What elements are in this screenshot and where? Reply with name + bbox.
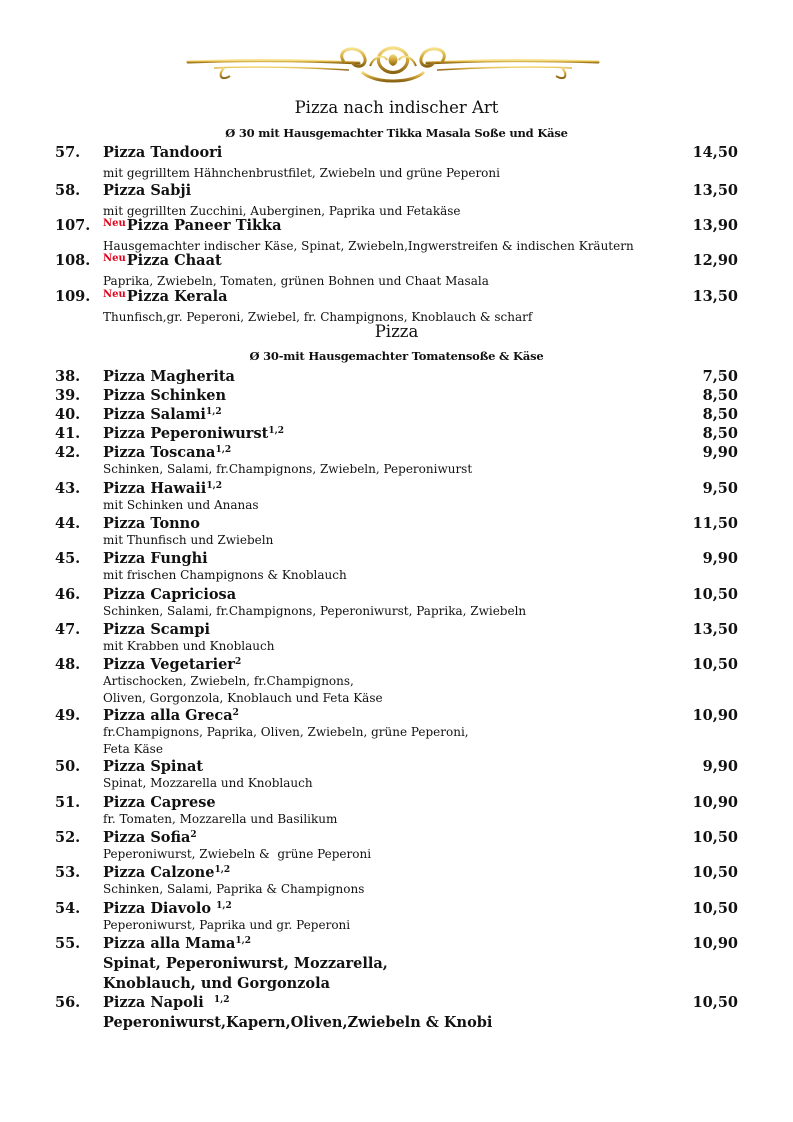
allergen-footnote: 2 [232, 708, 239, 718]
item-name [103, 707, 239, 724]
item-name [103, 144, 222, 161]
item-name [103, 425, 284, 442]
section-title: Pizza [374, 322, 419, 341]
item-price: 14,50 [692, 144, 738, 161]
allergen-footnote: 1,2 [216, 901, 232, 911]
item-name [103, 515, 200, 532]
item-number: 51. [55, 794, 81, 811]
item-name-text: Pizza Sabji [103, 182, 192, 199]
item-price: 10,90 [692, 935, 738, 952]
item-price: 10,50 [692, 900, 738, 917]
item-price: 10,90 [692, 707, 738, 724]
item-name-text: Pizza Funghi [103, 550, 208, 567]
item-number: 107. [55, 217, 91, 234]
item-name [103, 480, 222, 497]
item-name-text: Pizza Toscana [103, 444, 216, 461]
item-description: mit Schinken und Ananas [103, 498, 259, 512]
item-name [103, 182, 191, 199]
gold-scroll-ornament-icon [184, 42, 602, 88]
item-description: Hausgemachter indischer Käse, Spinat, Zwiebeln,Ingwerstreifen & indischen Kräutern [103, 239, 634, 253]
allergen-footnote: 1,2 [268, 426, 284, 436]
new-badge: Neu [103, 253, 126, 264]
item-price: 10,50 [692, 656, 738, 673]
item-description: Feta Käse [103, 741, 163, 756]
item-name-text: Pizza alla Greca [103, 707, 233, 724]
item-price: 10,50 [692, 829, 738, 846]
item-name-text: Pizza Scampi [103, 621, 211, 638]
item-name-text: Pizza alla Mama [103, 935, 236, 952]
item-price: 8,50 [702, 425, 738, 442]
item-description: Knoblauch, und Gorgonzola [103, 975, 330, 992]
item-description: Schinken, Salami, fr.Champignons, Peperoniwurst, Paprika, Zwiebeln [103, 604, 527, 618]
allergen-footnote: 2 [190, 830, 197, 840]
item-name [103, 586, 236, 603]
item-number: 41. [55, 425, 81, 442]
section-title: Pizza nach indischer Art [294, 98, 499, 117]
item-number: 45. [55, 550, 81, 567]
allergen-footnote: 1,2 [235, 936, 252, 946]
item-number: 43. [55, 480, 81, 497]
item-description: Schinken, Salami, fr.Champignons, Zwiebeln, Peperoniwurst [103, 462, 473, 476]
item-price: 13,50 [692, 621, 738, 638]
new-badge: Neu [103, 289, 126, 300]
section-subtitle: Ø 30-mit Hausgemachter Tomatensoße & Käse [249, 349, 544, 363]
item-name [103, 900, 232, 917]
item-name-text: Pizza Tandoori [103, 144, 223, 161]
new-badge: Neu [103, 218, 126, 229]
allergen-footnote: 1,2 [206, 481, 222, 491]
allergen-footnote: 1,2 [213, 995, 230, 1005]
item-name-text: Pizza Schinken [103, 387, 227, 404]
item-name [103, 656, 241, 673]
item-price: 7,50 [702, 368, 738, 385]
allergen-footnote: 1,2 [214, 865, 231, 875]
item-number: 57. [55, 144, 81, 161]
item-name [103, 935, 251, 952]
allergen-footnote: 1,2 [215, 445, 232, 455]
item-name-text: Pizza Hawaii [103, 480, 207, 497]
section-subtitle: Ø 30 mit Hausgemachter Tikka Masala Soße und Käse [225, 126, 568, 140]
item-name-text: Pizza Capriciosa [103, 586, 237, 603]
item-name-text: Pizza Kerala [126, 288, 228, 305]
item-name [103, 387, 226, 404]
item-description: Peperoniwurst,Kapern,Oliven,Zwiebeln & Knobi [103, 1014, 493, 1031]
item-number: 47. [55, 621, 81, 638]
item-description: Spinat, Peperoniwurst, Mozzarella, [103, 955, 388, 972]
item-name [103, 368, 235, 385]
item-number: 39. [55, 387, 81, 404]
item-description: Artischocken, Zwiebeln, fr.Champignons, [103, 674, 354, 688]
item-number: 42. [55, 444, 81, 461]
item-description: mit gegrillten Zucchini, Auberginen, Paprika und Fetakäse [103, 204, 461, 218]
item-price: 10,50 [692, 586, 738, 603]
item-number: 53. [55, 864, 81, 881]
item-number: 48. [55, 656, 81, 673]
item-number: 40. [55, 406, 81, 423]
item-number: 58. [55, 182, 81, 199]
item-number: 109. [55, 288, 91, 305]
allergen-footnote: 2 [234, 657, 242, 667]
item-price: 13,50 [692, 288, 738, 305]
item-name [103, 829, 197, 846]
item-price: 9,90 [702, 444, 738, 461]
item-price: 11,50 [692, 515, 738, 532]
item-number: 46. [55, 586, 81, 603]
item-number: 49. [55, 707, 81, 724]
item-name [103, 621, 210, 638]
item-name [103, 550, 208, 567]
item-name-text: Pizza Napoli [103, 994, 214, 1011]
item-name-text: Pizza Peperoniwurst [103, 425, 269, 442]
item-price: 10,90 [692, 794, 738, 811]
item-description: Peperoniwurst, Paprika und gr. Peperoni [103, 918, 351, 932]
item-price: 8,50 [702, 406, 738, 423]
item-name [103, 444, 231, 461]
item-name-text: Pizza Salami [103, 406, 206, 423]
item-name [103, 406, 222, 423]
item-price: 9,50 [702, 480, 738, 497]
item-description: fr.Champignons, Paprika, Oliven, Zwiebeln, grüne Peperoni, [103, 725, 469, 739]
item-description: mit Thunfisch und Zwiebeln [103, 533, 274, 547]
item-price: 10,50 [692, 994, 738, 1011]
item-price: 9,90 [702, 758, 738, 775]
item-name-text: Pizza Paneer Tikka [126, 217, 282, 234]
item-description: mit Krabben und Knoblauch [103, 639, 275, 653]
item-number: 54. [55, 900, 81, 917]
item-description: Schinken, Salami, Paprika & Champignons [103, 882, 365, 896]
allergen-footnote: 1,2 [205, 407, 222, 417]
item-name-text: Pizza Diavolo [103, 900, 217, 917]
item-name [103, 217, 281, 234]
item-description: fr. Tomaten, Mozzarella und Basilikum [103, 812, 338, 826]
item-description: Thunfisch,gr. Peperoni, Zwiebel, fr. Champignons, Knoblauch & scharf [103, 310, 533, 324]
item-name-text: Pizza Tonno [103, 515, 200, 532]
item-price: 8,50 [702, 387, 738, 404]
item-name-text: Pizza Chaat [126, 252, 222, 269]
item-description: Peperoniwurst, Zwiebeln & grüne Peperoni [103, 847, 372, 861]
item-number: 56. [55, 994, 81, 1011]
item-name [103, 288, 228, 305]
item-description: Paprika, Zwiebeln, Tomaten, grünen Bohnen und Chaat Masala [103, 274, 489, 288]
item-price: 9,90 [702, 550, 738, 567]
item-name-text: Pizza Caprese [103, 794, 216, 811]
item-number: 50. [55, 758, 81, 775]
item-description: mit gegrilltem Hähnchenbrustfilet, Zwiebeln und grüne Peperoni [103, 166, 500, 180]
item-number: 55. [55, 935, 81, 952]
item-number: 44. [55, 515, 81, 532]
item-price: 10,50 [692, 864, 738, 881]
item-number: 38. [55, 368, 81, 385]
item-description: Spinat, Mozzarella und Knoblauch [103, 776, 313, 790]
item-name [103, 864, 230, 881]
item-price: 13,50 [692, 182, 738, 199]
item-name-text: Pizza Calzone [103, 864, 215, 881]
item-name [103, 794, 216, 811]
item-name-text: Pizza Vegetarier [103, 656, 235, 673]
item-name [103, 252, 222, 269]
item-name-text: Pizza Magherita [103, 368, 235, 385]
item-name-text: Pizza Sofia [103, 829, 191, 846]
item-name [103, 758, 203, 775]
item-number: 52. [55, 829, 81, 846]
item-price: 13,90 [692, 217, 738, 234]
item-number: 108. [55, 252, 91, 269]
item-description: mit frischen Champignons & Knoblauch [103, 568, 347, 582]
item-name-text: Pizza Spinat [103, 758, 204, 775]
item-price: 12,90 [692, 252, 738, 269]
item-description: Oliven, Gorgonzola, Knoblauch und Feta Käse [103, 690, 383, 705]
item-name [103, 994, 230, 1011]
